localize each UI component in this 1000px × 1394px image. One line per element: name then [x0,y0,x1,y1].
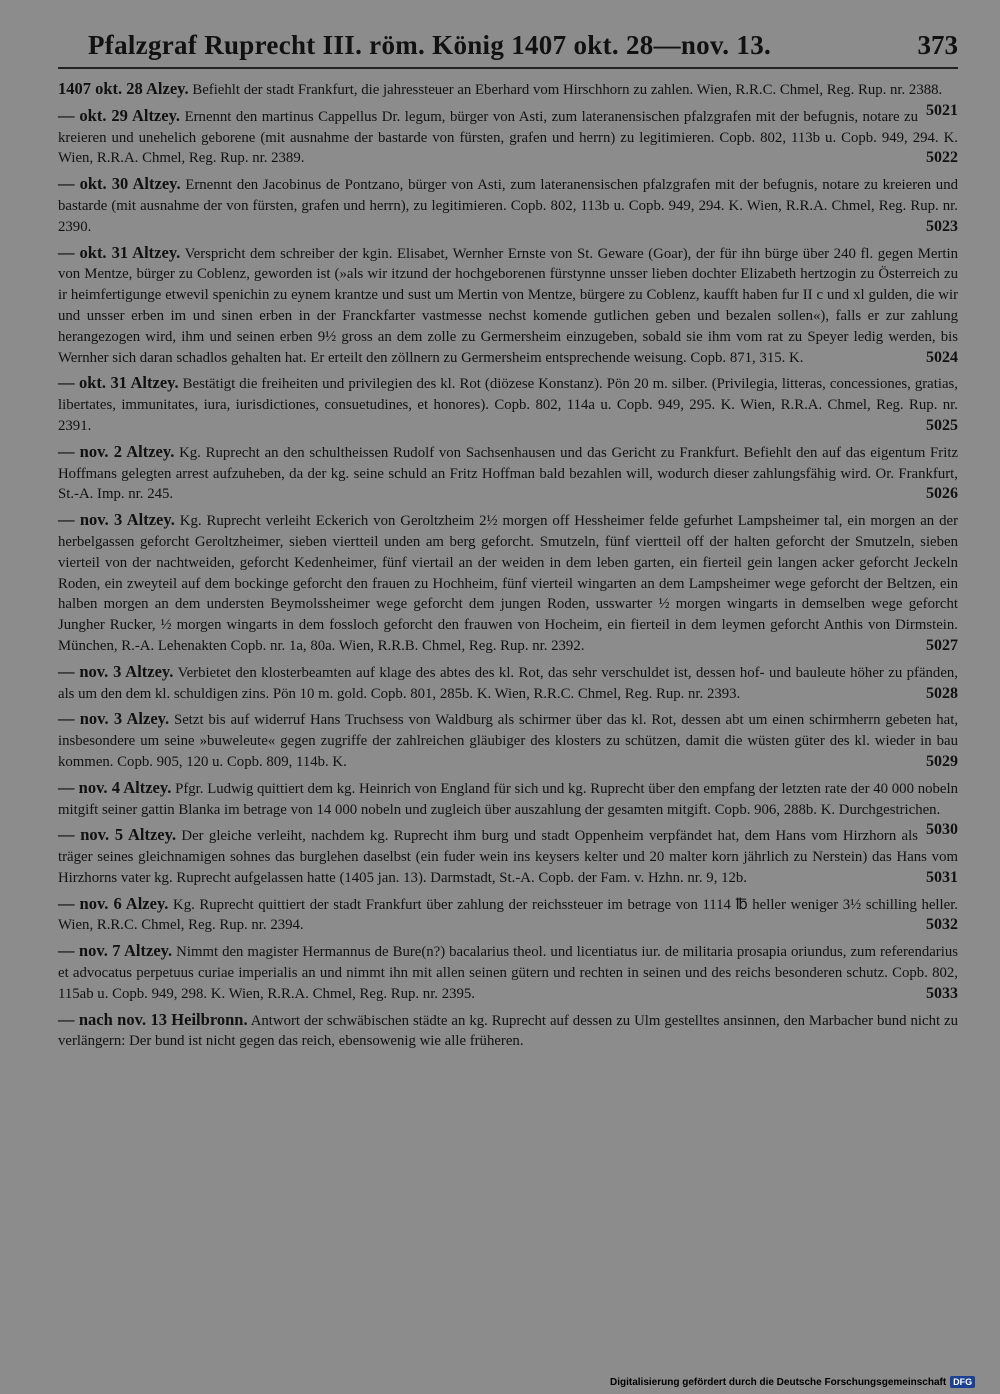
entry-text: Kg. Ruprecht an den schultheissen Rudolf von Sachsenhausen und das Gericht zu Frankfurt. Befiehlt den auf das eigentum Fritz Hoffmans gelegten arrest aufzuheben, da der kg. seine schuld an Fritz Hoffman bald bezahlen will, wodurch dieser zahlungsfähig wird. Or. Frankfurt, St.-A. Imp. nr. 245. [58,444,959,503]
register-entry [58,373,958,436]
entry-date: — nov. 7 Altzey. [58,941,173,961]
footer-credit [610,1376,975,1388]
entry-number: 5029 [926,752,958,770]
entry-text: Bestätigt die freiheiten und privilegien des kl. Rot (diözese Konstanz). Pön 20 m. silber. (Privilegia, litteras, concessiones, gratias, libertates, immunitates, iura, iurisdictiones, consuetudines, et honores). Copb. 802, 114a u. Copb. 949, 295. K. Wien, R.R.A. Chmel, Reg. Rup. nr. 2391. [58,376,959,434]
entry-date: — okt. 29 Altzey. [58,105,181,125]
page-header [58,30,958,69]
entry-date: — okt. 30 Altzey. [58,174,181,194]
entry-text: Befiehlt der stadt Frankfurt, die jahressteuer an Eberhard vom Hirschhorn zu zahlen. Wien, R.R.C. Chmel, Reg. Rup. nr. 2388. [192,82,943,98]
entry-date: 1407 okt. 28 Alzey. [58,79,189,98]
entry-number: 5026 [926,485,958,503]
entry-text: Setzt bis auf widerruf Hans Truchsess von Waldburg als schirmer über das kl. Rot, dessen abt um einen schirmherrn gebeten hat, insbesondere um seine »buweleute« gegen zugriffe der zahlreichen gläubiger des klosters zu schützen, damit die wüsten güter des kl. wieder in bau kommen. Copb. 905, 120 u. Copb. 809, 114b. K. [58,712,959,770]
register-entry [58,941,958,1004]
entry-text: Kg. Ruprecht quittiert der stadt Frankfurt über zahlung der reichssteuer im betrage von 1114 ℔ heller weniger 3½ schilling heller. Wien, R.R.C. Chmel, Reg. Rup. nr. 2394. [58,896,959,934]
entry-number: 5033 [926,984,958,1002]
entry-date: — nov. 5 Altzey. [58,825,177,845]
entry-number: 5022 [926,149,958,167]
register-entry [58,825,958,888]
entry-date: — nov. 6 Alzey. [58,893,169,913]
register-entry [58,106,958,169]
dfg-logo: DFG [950,1376,975,1388]
entry-date: — nov. 3 Altzey. [58,510,175,530]
entry-date: — okt. 31 Altzey. [58,373,179,393]
page-number: 373 [917,30,958,60]
footer-text: Digitalisierung gefördert durch die Deutsche Forschungsgemeinschaft [610,1376,947,1388]
entry-text: Der gleiche verleiht, nachdem kg. Ruprecht ihm burg und stadt Oppenheim verpfändet hat, dem Hans vom Hirzhorn als träger seines gleichnamigen sohnes das burglehen daselbst (ein fuder wein ins keysers kelter und 20 malter korn jährlich zu Nerstein) das Hans vom Hirzhorns vater kg. Ruprecht aufgelassen hatte (1405 jan. 13). Darmstadt, St.-A. Copb. der Fam. v. Hzhn. nr. 9, 12b. [58,828,958,886]
entry-number: 5025 [926,416,958,434]
register-entry [58,709,958,772]
entry-text: Pfgr. Ludwig quittiert dem kg. Heinrich von England für sich und kg. Ruprecht über den empfang der letzten rate der 40 000 nobeln mitgift seiner gattin Blanka im betrage von 14 000 nobeln und zugleich über auszahlung der gesamten mitgift. Copb. 906, 288b. K. Durchgestrichen. [58,780,958,818]
register-entry [58,442,958,505]
entry-number: 5032 [926,916,958,934]
page-title: Pfalzgraf Ruprecht III. röm. König 1407 okt. 28—nov. 13. [88,30,772,60]
register-entry [58,662,958,705]
entry-date: — okt. 31 Altzey. [58,242,181,262]
document-page [58,30,958,1057]
entry-date: — nov. 4 Altzey. [58,777,172,797]
entry-number: 5030 [926,821,958,839]
entry-number: 5021 [926,101,958,119]
register-entry [58,1010,958,1053]
entry-number: 5028 [926,684,958,702]
register-entry [58,243,958,369]
entry-number: 5031 [926,868,958,886]
entry-text: Ernennt den martinus Cappellus Dr. legum, bürger von Asti, zum lateranensischen pfalzgrafen mit der befugnis, notare zu kreieren und unehelich geborene (mit ausnahme der bastarde von fürsten, grafen und herrn) zu legitimieren. Copb. 802, 113b u. Copb. 949, 294. K. Wien, R.R.A. Chmel, Reg. Rup. nr. 2389. [58,108,958,167]
entry-text: Kg. Ruprecht verleiht Eckerich von Geroltzheim 2½ morgen off Hessheimer felde gefurhet Lampsheimer tal, ein morgen an der herbelgassen geforcht Geroltzheimer, sieben viertteil unden am berg geforcht. Smutzeln, fünf viertteil off der halten geforcht der Smutzeln, sieben vierteil von der nachtweiden, geforcht Kedenheimer, fünf viertail an der weiden in dem leben garten, ein fierteil gein langen acker geforcht Jeckeln Roden, ein zweyteil auf dem bockinge geforcht den frauen zu Hochheim, fünf vierteil wingarten an dem Lampsheimer wege geforcht der Beltzen, ein halben morgen an dem understen Beymolssheimer wege geforcht dem jungen Roden, usswarter ½ morgen wingarts in demselben wege geforcht Jungher Rucker, ½ morgen wingarts in dem fossloch geforcht den frauwen von Hocheim, ein fierteil in dem leymen geforcht Anthis von Dirmstein. München, R.-A. Lehenakten Copb. nr. 1a, 80a. Wien, R.R.B. Chmel, Reg. Rup. nr. 2392. [58,513,958,654]
entry-text: Antwort der schwäbischen städte an kg. Ruprecht auf dessen zu Ulm gestelltes ansinnen, den Marbacher bund nicht zu verlängern: Der bund ist nicht gegen das reich, ebensowenig wie alle früheren. [58,1012,958,1050]
register-entry [58,174,958,237]
entry-text: Verbietet den klosterbeamten auf klage des abtes des kl. Rot, das sehr verschuldet ist, dessen hof- und bauleute höher zu pfänden, als um den dem kl. schuldigen zins. Pön 10 m. gold. Copb. 801, 285b. K. Wien, R.R.C. Chmel, Reg. Rup. nr. 2393. [58,664,958,702]
register-entry [58,894,958,937]
entry-date: — nov. 2 Altzey. [58,441,175,461]
entry-list [58,79,958,1052]
entry-number: 5027 [926,636,958,654]
entry-text: Ernennt den Jacobinus de Pontzano, bürger von Asti, zum lateranensischen pfalzgrafen mit der befugnis, notare zu kreieren und bastarde (mit ausnahme der von fürsten, grafen und herrn), zu legitimieren. Copb. 802, 113b u. Copb. 949, 294. K. Wien, R.R.A. Chmel, Reg. Rup. nr. 2390. [58,177,958,235]
entry-date: — nov. 3 Alzey. [58,709,170,729]
entry-date: — nach nov. 13 Heilbronn. [58,1009,248,1029]
entry-date: — nov. 3 Altzey. [58,661,174,681]
entry-text: Nimmt den magister Hermannus de Bure(n?) bacalarius theol. und licentiatus iur. de militaria prosapia oriundus, zum referendarius et advocatus perpetuus curiae imperialis an und nimmt ihn mit allen seinen gütern und rechten in seinen und des reichs besonderen schutz. Copb. 802, 115ab u. Copb. 949, 298. K. Wien, R.R.A. Chmel, Reg. Rup. nr. 2395. [58,944,959,1002]
entry-number: 5024 [926,348,958,366]
register-entry [58,510,958,657]
entry-number: 5023 [926,217,958,235]
entry-text: Verspricht dem schreiber der kgin. Elisabet, Wernher Ernste von St. Geware (Goar), der für ihn bürge über 240 fl. gegen Mertin von Mentze, bürger zu Coblenz, geworden ist (»als wir itzund der hochgeborenen fürstynne unsser lieben dochter Elizabeth hertzogin zu Österreich zu ir heimfertigunge etwevil spenichin zu eynem krantze und sust um Mertin von Mentze, bürgere zu Coblenz, kaufft haben fur II c und xl gulden, die wir und unsser erben im und sinen erben in der Franckfarter vastmesse nechst komende gutlichen geben und bezalen sollen«), falls er zur zahlung herangezogen wird, ihm und seinen erben 9½ gross an dem zolle zu Germersheim einzugeben, sobald sie ihm vom rat zu Speyer ledig werden, bis Wernher sich daran schadlos gehalten hat. Er erteilt den zöllnern zu Germersheim entsprechende weisung. Copb. 871, 315. K. [58,245,958,366]
